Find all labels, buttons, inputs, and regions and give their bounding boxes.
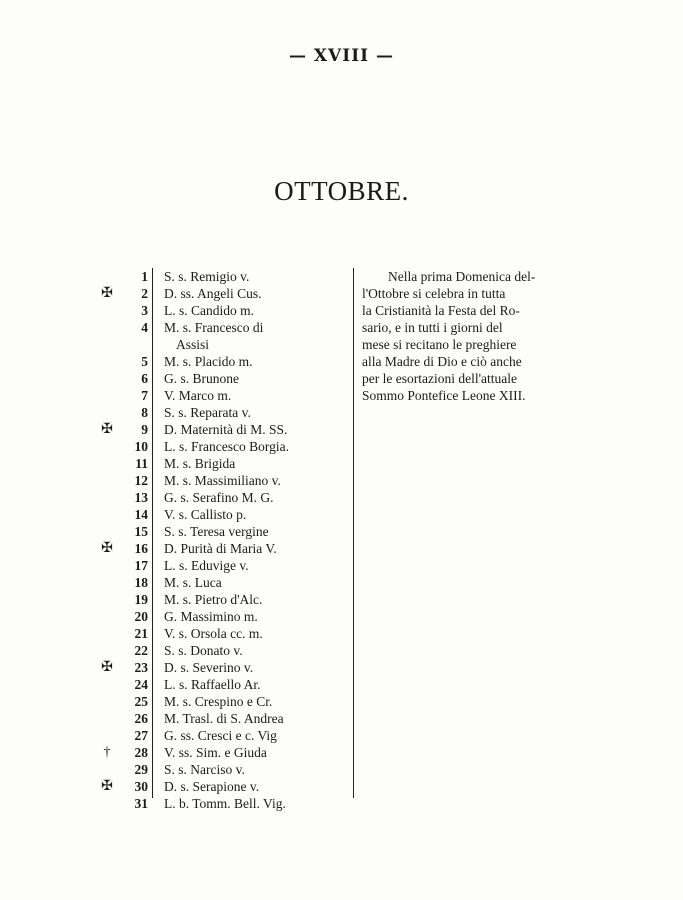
day-entry: L. s. Francesco Borgia. bbox=[164, 439, 289, 454]
day-number: 27 bbox=[134, 728, 148, 743]
mark-slot bbox=[96, 302, 118, 319]
calendar-row bbox=[96, 370, 358, 387]
mark-slot bbox=[96, 710, 118, 727]
day-number: 13 bbox=[134, 490, 148, 505]
cross-icon: † bbox=[103, 745, 111, 760]
day-entry: L. b. Tomm. Bell. Vig. bbox=[164, 796, 286, 811]
day-number: 17 bbox=[134, 558, 148, 573]
mark-slot bbox=[96, 574, 118, 591]
calendar-row bbox=[96, 778, 358, 795]
day-entry: D. s. Serapione v. bbox=[164, 779, 260, 794]
mark-slot bbox=[96, 608, 118, 625]
day-number: 18 bbox=[134, 575, 148, 590]
calendar-row bbox=[96, 795, 358, 812]
mark-slot bbox=[96, 319, 118, 336]
day-number: 8 bbox=[141, 405, 148, 420]
day-entry: G. ss. Cresci e c. Vig bbox=[164, 728, 277, 743]
day-number: 5 bbox=[141, 354, 148, 369]
mark-slot bbox=[96, 693, 118, 710]
note-line: alla Madre di Dio e ciò anche bbox=[362, 354, 522, 369]
day-number: 20 bbox=[134, 609, 148, 624]
note-line: l'Ottobre si celebra in tutta bbox=[362, 286, 506, 301]
day-number: 4 bbox=[141, 320, 148, 335]
day-number: 22 bbox=[134, 643, 148, 658]
maltese-cross-icon: ✠ bbox=[101, 541, 113, 556]
day-number: 3 bbox=[141, 303, 148, 318]
calendar-row bbox=[96, 744, 358, 761]
calendar-row bbox=[96, 659, 358, 676]
day-number: 11 bbox=[135, 456, 148, 471]
page-number: — XVIII — bbox=[288, 46, 395, 66]
day-number: 26 bbox=[134, 711, 148, 726]
calendar-row bbox=[96, 421, 358, 438]
calendar-row bbox=[96, 727, 358, 744]
mark-slot bbox=[96, 370, 118, 387]
day-number: 25 bbox=[134, 694, 148, 709]
mark-slot bbox=[96, 336, 118, 353]
calendar-row bbox=[96, 472, 358, 489]
mark-slot bbox=[96, 438, 118, 455]
mark-slot bbox=[96, 353, 118, 370]
note-line: mese si recitano le preghiere bbox=[362, 337, 517, 352]
maltese-cross-icon: ✠ bbox=[101, 660, 113, 675]
day-entry: M. s. Luca bbox=[164, 575, 222, 590]
mark-slot bbox=[96, 489, 118, 506]
day-number: 23 bbox=[134, 660, 148, 675]
day-entry: G. Massimino m. bbox=[164, 609, 258, 624]
calendar-row bbox=[96, 455, 358, 472]
calendar-row bbox=[96, 268, 358, 285]
day-number: 24 bbox=[134, 677, 148, 692]
calendar-row bbox=[96, 319, 358, 336]
note-line: Sommo Pontefice Leone XIII. bbox=[362, 388, 526, 403]
day-entry: S. s. Teresa vergine bbox=[164, 524, 269, 539]
calendar-row bbox=[96, 574, 358, 591]
calendar-row bbox=[96, 608, 358, 625]
note-paragraph bbox=[362, 268, 612, 404]
day-entry: S. s. Reparata v. bbox=[164, 405, 251, 420]
day-number: 28 bbox=[134, 745, 148, 760]
calendar-list bbox=[96, 268, 358, 812]
calendar-row bbox=[96, 302, 358, 319]
mark-slot bbox=[96, 387, 118, 404]
mark-slot bbox=[96, 523, 118, 540]
calendar-row bbox=[96, 489, 358, 506]
day-number: 10 bbox=[134, 439, 148, 454]
day-entry: V. ss. Sim. e Giuda bbox=[164, 745, 267, 760]
day-entry: M. Trasl. di S. Andrea bbox=[164, 711, 284, 726]
mark-slot bbox=[96, 591, 118, 608]
day-number: 29 bbox=[134, 762, 148, 777]
day-entry: D. ss. Angeli Cus. bbox=[164, 286, 262, 301]
day-number: 31 bbox=[134, 796, 148, 811]
calendar-row bbox=[96, 642, 358, 659]
mark-slot bbox=[96, 642, 118, 659]
maltese-cross-icon: ✠ bbox=[101, 779, 113, 794]
day-entry: Assisi bbox=[176, 337, 210, 352]
day-number: 1 bbox=[141, 269, 148, 284]
day-entry: D. Purità di Maria V. bbox=[164, 541, 277, 556]
day-entry: M. s. Massimiliano v. bbox=[164, 473, 281, 488]
day-number bbox=[118, 336, 154, 353]
day-number: 16 bbox=[134, 541, 148, 556]
mark-slot bbox=[96, 676, 118, 693]
day-entry: M. s. Brigida bbox=[164, 456, 236, 471]
maltese-cross-icon: ✠ bbox=[101, 422, 113, 437]
day-number: 2 bbox=[141, 286, 148, 301]
mark-slot bbox=[96, 472, 118, 489]
calendar-row bbox=[96, 523, 358, 540]
day-entry: M. s. Pietro d'Alc. bbox=[164, 592, 263, 607]
day-number: 9 bbox=[141, 422, 148, 437]
calendar-row bbox=[96, 506, 358, 523]
day-entry: M. s. Francesco di bbox=[164, 320, 264, 335]
mark-slot bbox=[96, 455, 118, 472]
day-number: 19 bbox=[134, 592, 148, 607]
day-entry: D. Maternità di M. SS. bbox=[164, 422, 288, 437]
calendar-row bbox=[96, 693, 358, 710]
day-entry: D. s. Severino v. bbox=[164, 660, 254, 675]
calendar-row bbox=[96, 557, 358, 574]
day-entry: G. s. Brunone bbox=[164, 371, 239, 386]
mark-slot bbox=[96, 795, 118, 812]
day-entry: V. s. Callisto p. bbox=[164, 507, 247, 522]
maltese-cross-icon: ✠ bbox=[101, 286, 113, 301]
calendar-row bbox=[96, 591, 358, 608]
calendar-row bbox=[96, 710, 358, 727]
note-line: sario, e in tutti i giorni del bbox=[362, 320, 503, 335]
day-number: 7 bbox=[141, 388, 148, 403]
calendar-row bbox=[96, 625, 358, 642]
day-entry: L. s. Eduvige v. bbox=[164, 558, 249, 573]
day-number: 21 bbox=[134, 626, 148, 641]
calendar-row bbox=[96, 676, 358, 693]
calendar-row bbox=[96, 540, 358, 557]
calendar-row bbox=[96, 761, 358, 778]
day-entry: M. s. Crespino e Cr. bbox=[164, 694, 273, 709]
page-title: OTTOBRE. bbox=[274, 176, 409, 206]
note-line: Nella prima Domenica del- bbox=[388, 269, 536, 284]
day-entry: S. s. Narciso v. bbox=[164, 762, 245, 777]
calendar-row bbox=[96, 404, 358, 421]
day-entry: L. s. Raffaello Ar. bbox=[164, 677, 261, 692]
day-entry: G. s. Serafino M. G. bbox=[164, 490, 274, 505]
mark-slot bbox=[96, 625, 118, 642]
mark-slot bbox=[96, 268, 118, 285]
calendar-row bbox=[96, 387, 358, 404]
day-entry: S. s. Remigio v. bbox=[164, 269, 250, 284]
note-line: per le esortazioni dell'attuale bbox=[362, 371, 517, 386]
day-number: 15 bbox=[134, 524, 148, 539]
calendar-row bbox=[96, 285, 358, 302]
mark-slot bbox=[96, 761, 118, 778]
day-entry: V. s. Orsola cc. m. bbox=[164, 626, 263, 641]
day-entry: V. Marco m. bbox=[164, 388, 232, 403]
day-entry: M. s. Placido m. bbox=[164, 354, 253, 369]
day-number: 12 bbox=[134, 473, 148, 488]
day-entry: S. s. Donato v. bbox=[164, 643, 243, 658]
calendar-row bbox=[96, 438, 358, 455]
mark-slot bbox=[96, 404, 118, 421]
day-number: 14 bbox=[134, 507, 148, 522]
day-entry: L. s. Candido m. bbox=[164, 303, 254, 318]
mark-slot bbox=[96, 506, 118, 523]
mark-slot bbox=[96, 557, 118, 574]
note-line: la Cristianità la Festa del Ro- bbox=[362, 303, 520, 318]
calendar-row bbox=[96, 353, 358, 370]
calendar-row bbox=[96, 336, 358, 353]
mark-slot bbox=[96, 727, 118, 744]
day-number: 30 bbox=[134, 779, 148, 794]
day-number: 6 bbox=[141, 371, 148, 386]
